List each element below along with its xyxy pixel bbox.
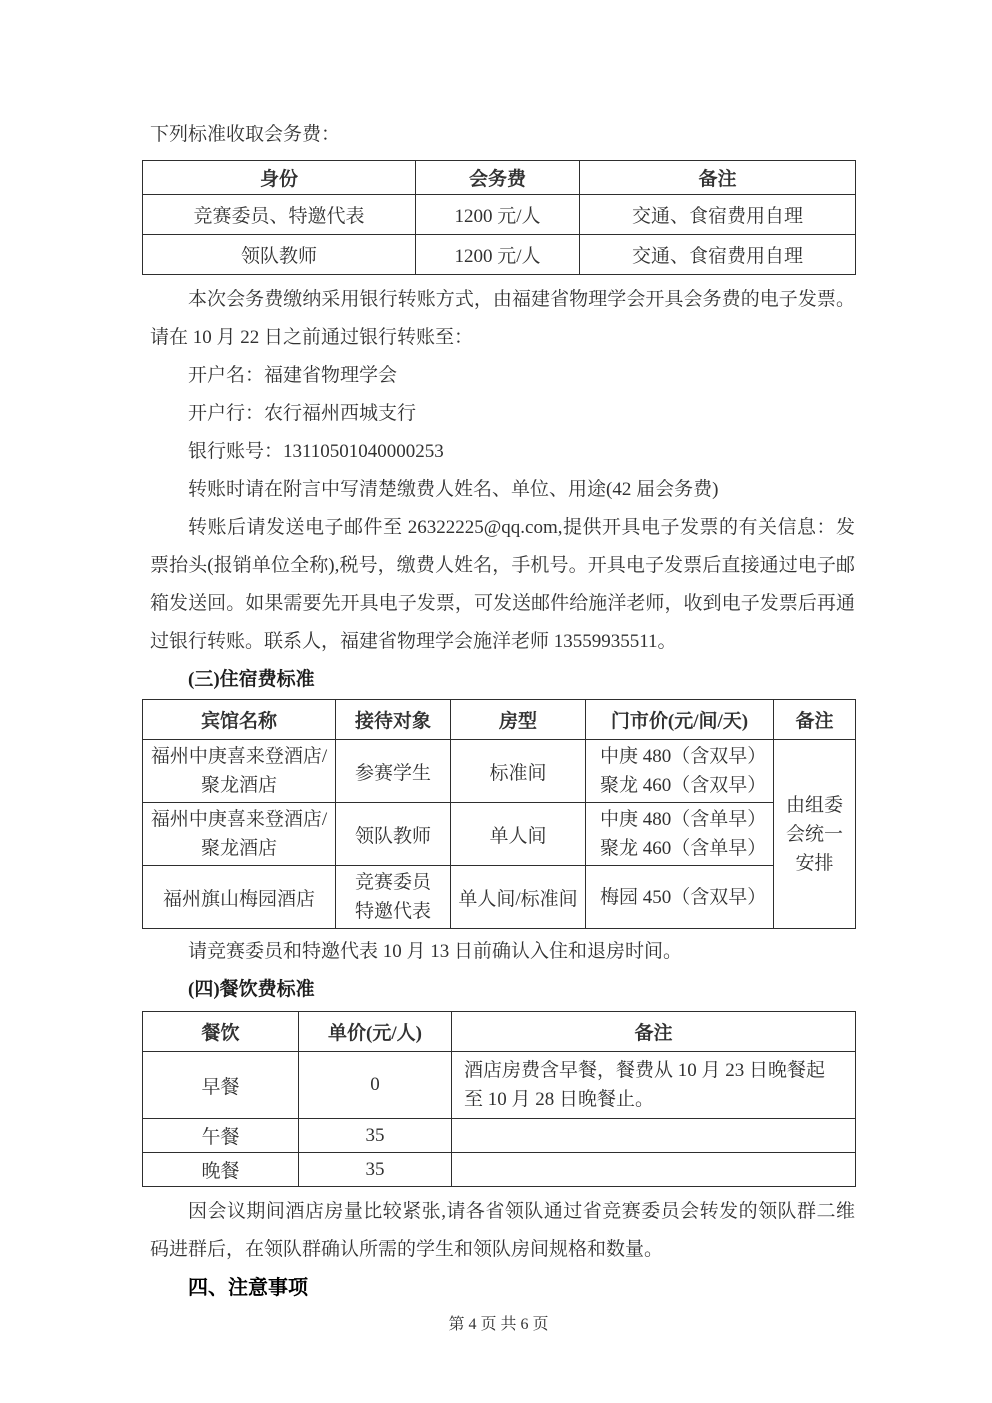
column-header-remark: 备注 — [580, 161, 856, 195]
cell-identity: 竞赛委员、特邀代表 — [143, 195, 416, 235]
cell-identity: 领队教师 — [143, 235, 416, 275]
table-header-row — [143, 161, 856, 195]
cell-remark: 交通、食宿费用自理 — [580, 195, 856, 235]
cell-hotel: 福州旗山梅园酒店 — [143, 866, 336, 929]
table-row — [143, 803, 856, 866]
cell-fee: 1200 元/人 — [416, 195, 580, 235]
cell-hotel: 福州中庚喜来登酒店/ 聚龙酒店 — [143, 803, 336, 866]
column-header-remark: 备注 — [452, 1012, 856, 1052]
table-row — [143, 235, 856, 275]
intro-line: 下列标准收取会务费： — [150, 124, 341, 145]
cell-room-type: 单人间 — [451, 803, 586, 866]
bank-branch: 开户行：农行福州西城支行 — [188, 403, 417, 424]
column-header-price: 门市价(元/间/天) — [586, 700, 774, 740]
cell-guest: 参赛学生 — [336, 740, 451, 803]
cell-price: 35 — [299, 1119, 452, 1153]
column-header-unit-price: 单价(元/人) — [299, 1012, 452, 1052]
cell-hotel: 福州中庚喜来登酒店/ 聚龙酒店 — [143, 740, 336, 803]
column-header-room-type: 房型 — [451, 700, 586, 740]
column-header-hotel: 宾馆名称 — [143, 700, 336, 740]
checkin-note: 请竞赛委员和特邀代表 10 月 13 日前确认入住和退房时间。 — [188, 941, 683, 962]
room-booking-note: 因会议期间酒店房量比较紧张,请各省领队通过省竞赛委员会转发的领队群二维码进群后，在领队群确认所需的学生和领队房间规格和数量。 — [150, 1201, 855, 1260]
cell-price: 0 — [299, 1052, 452, 1119]
transfer-instructions: 本次会务费缴纳采用银行转账方式，由福建省物理学会开具会务费的电子发票。请在 10 月 22 日之前通过银行转账至： — [150, 289, 855, 348]
transfer-memo-note: 转账时请在附言中写清楚缴费人姓名、单位、用途(42 届会务费) — [188, 479, 719, 500]
table-header-row — [143, 700, 856, 740]
cell-remark: 交通、食宿费用自理 — [580, 235, 856, 275]
cell-price: 35 — [299, 1153, 452, 1187]
cell-room-type: 标准间 — [451, 740, 586, 803]
column-header-meal: 餐饮 — [143, 1012, 299, 1052]
cell-remark — [452, 1119, 856, 1153]
invoice-instructions: 转账后请发送电子邮件至 26322225@qq.com,提供开具电子发票的有关信息：发票抬头(报销单位全称),税号，缴费人姓名，手机号。开具电子发票后直接通过电子邮箱发送回。如果需要先开具电子发票，可发送邮件给施洋老师，收到电子发票后再通过银行转账。联系人，福建省物理学会施洋老师 13559935511。 — [150, 517, 855, 652]
table-row — [143, 1052, 856, 1119]
table-row — [143, 866, 856, 929]
account-number: 银行账号：13110501040000253 — [188, 441, 444, 462]
cell-price: 梅园 450（含双早） — [586, 866, 774, 929]
column-header-identity: 身份 — [143, 161, 416, 195]
cell-meal: 晚餐 — [143, 1153, 299, 1187]
section-heading-notes: 四、注意事项 — [188, 1277, 308, 1299]
cell-room-type: 单人间/标准间 — [451, 866, 586, 929]
cell-price: 中庚 480（含双早） 聚龙 460（含双早） — [586, 740, 774, 803]
meal-fee-table — [142, 1011, 856, 1187]
page-number: 第 4 页 共 6 页 — [448, 1316, 549, 1333]
column-header-fee: 会务费 — [416, 161, 580, 195]
cell-price: 中庚 480（含单早） 聚龙 460（含单早） — [586, 803, 774, 866]
accommodation-table — [142, 699, 856, 929]
cell-guest: 竞赛委员 特邀代表 — [336, 866, 451, 929]
section-heading-meals: (四)餐饮费标准 — [188, 979, 315, 1000]
table-row — [143, 195, 856, 235]
cell-remark: 酒店房费含早餐，餐费从 10 月 23 日晚餐起至 10 月 28 日晚餐止。 — [452, 1052, 856, 1119]
section-heading-accommodation: (三)住宿费标准 — [188, 669, 315, 690]
cell-meal: 午餐 — [143, 1119, 299, 1153]
cell-guest: 领队教师 — [336, 803, 451, 866]
table-row — [143, 1153, 856, 1187]
table-header-row — [143, 1012, 856, 1052]
account-name: 开户名：福建省物理学会 — [188, 365, 398, 386]
table-row — [143, 740, 856, 803]
table-row — [143, 1119, 856, 1153]
cell-remark — [452, 1153, 856, 1187]
conference-fee-table — [142, 160, 856, 275]
cell-remark-merged: 由组委 会统一 安排 — [774, 740, 856, 929]
cell-fee: 1200 元/人 — [416, 235, 580, 275]
cell-meal: 早餐 — [143, 1052, 299, 1119]
column-header-guest: 接待对象 — [336, 700, 451, 740]
column-header-remark: 备注 — [774, 700, 856, 740]
